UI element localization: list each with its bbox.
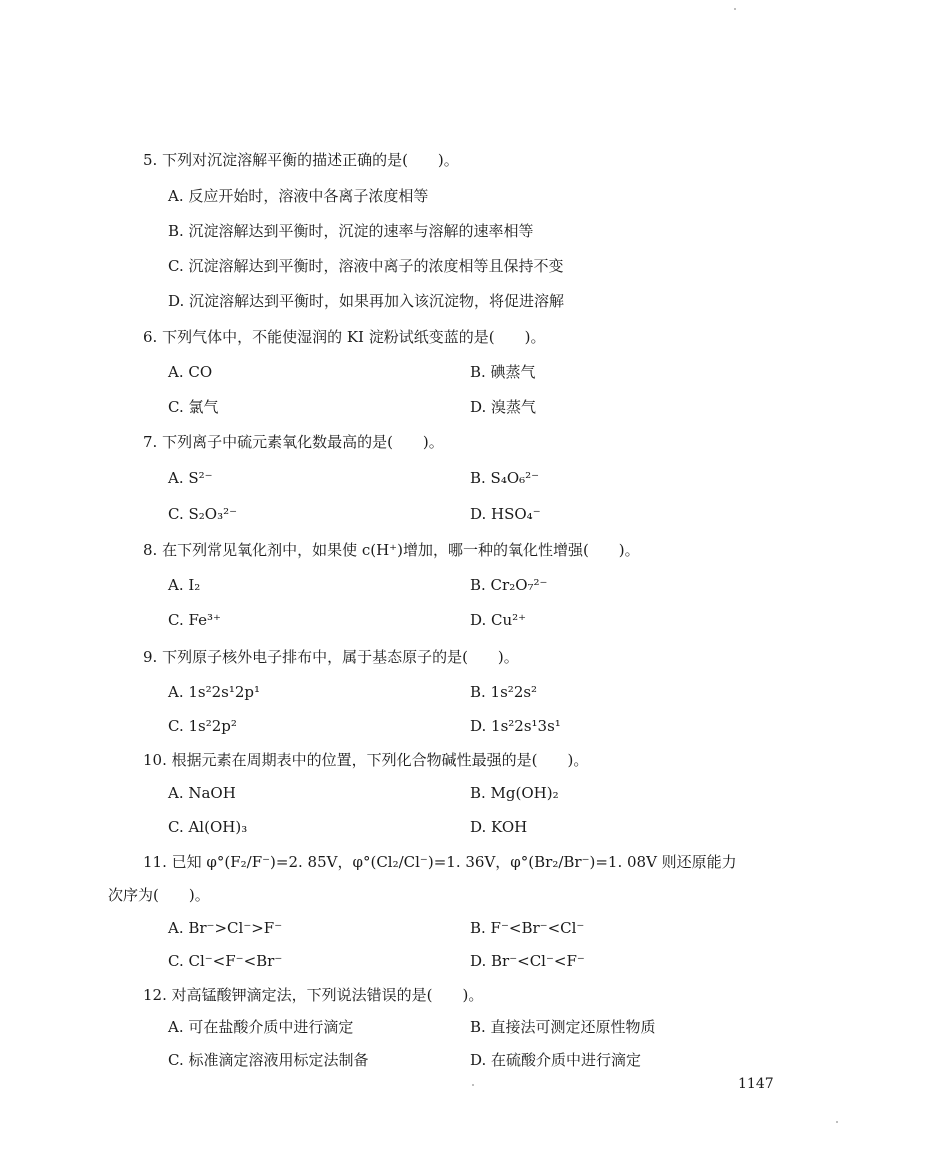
question-5-option-c: C. 沉淀溶解达到平衡时，溶液中离子的浓度相等且保持不变 [168,257,564,275]
question-12-option-d: D. 在硫酸介质中进行滴定 [470,1051,642,1069]
question-5-stem: 5. 下列对沉淀溶解平衡的描述正确的是( )。 [143,151,459,169]
question-5-option-d: D. 沉淀溶解达到平衡时，如果再加入该沉淀物，将促进溶解 [168,292,565,310]
question-5-option-a: A. 反应开始时，溶液中各离子浓度相等 [168,187,429,205]
scan-speck [734,8,736,10]
question-12-option-c: C. 标准滴定溶液用标定法制备 [168,1051,369,1069]
question-8-option-b: B. Cr₂O₇²⁻ [470,576,548,594]
question-11-option-a: A. Br⁻>Cl⁻>F⁻ [168,919,283,937]
question-12-stem: 12. 对高锰酸钾滴定法，下列说法错误的是( )。 [143,986,484,1004]
question-9-option-a: A. 1s²2s¹2p¹ [168,683,261,701]
question-10-option-c: C. Al(OH)₃ [168,818,248,836]
question-7-option-a: A. S²⁻ [168,469,213,487]
question-12-option-a: A. 可在盐酸介质中进行滴定 [168,1018,354,1036]
question-7-option-b: B. S₄O₆²⁻ [470,469,540,487]
question-11-option-d: D. Br⁻<Cl⁻<F⁻ [470,952,585,970]
question-5-option-b: B. 沉淀溶解达到平衡时，沉淀的速率与溶解的速率相等 [168,222,534,240]
question-7-option-c: C. S₂O₃²⁻ [168,505,238,523]
question-8-option-a: A. I₂ [168,576,201,594]
question-10-option-d: D. KOH [470,818,528,836]
question-11-stem-continuation: 次序为( )。 [108,886,210,904]
question-6-option-c: C. 氯气 [168,398,219,416]
question-6-option-a: A. CO [168,363,213,381]
question-10-option-b: B. Mg(OH)₂ [470,784,559,802]
question-6-option-b: B. 碘蒸气 [470,363,536,381]
scan-speck [472,1084,474,1086]
question-7-option-d: D. HSO₄⁻ [470,505,541,523]
question-8-option-c: C. Fe³⁺ [168,611,221,629]
question-9-option-c: C. 1s²2p² [168,717,237,735]
question-11-option-b: B. F⁻<Br⁻<Cl⁻ [470,919,585,937]
question-9-option-d: D. 1s²2s¹3s¹ [470,717,561,735]
page-number: 1147 [738,1076,774,1092]
question-6-option-d: D. 溴蒸气 [470,398,537,416]
question-10-option-a: A. NaOH [168,784,236,802]
question-12-option-b: B. 直接法可测定还原性物质 [470,1018,656,1036]
question-8-option-d: D. Cu²⁺ [470,611,527,629]
question-9-stem: 9. 下列原子核外电子排布中，属于基态原子的是( )。 [143,648,519,666]
question-10-stem: 10. 根据元素在周期表中的位置，下列化合物碱性最强的是( )。 [143,751,589,769]
question-8-stem: 8. 在下列常见氧化剂中，如果使 c(H⁺)增加，哪一种的氧化性增强( )。 [143,541,640,559]
question-9-option-b: B. 1s²2s² [470,683,538,701]
question-11-option-c: C. Cl⁻<F⁻<Br⁻ [168,952,283,970]
scan-speck [836,1121,838,1123]
question-7-stem: 7. 下列离子中硫元素氧化数最高的是( )。 [143,433,444,451]
question-11-stem: 11. 已知 φ°(F₂/F⁻)=2. 85V，φ°(Cl₂/Cl⁻)=1. 36V，φ°(Br₂/Br⁻)=1. 08V 则还原能力 [143,853,737,871]
question-6-stem: 6. 下列气体中，不能使湿润的 KI 淀粉试纸变蓝的是( )。 [143,328,546,346]
